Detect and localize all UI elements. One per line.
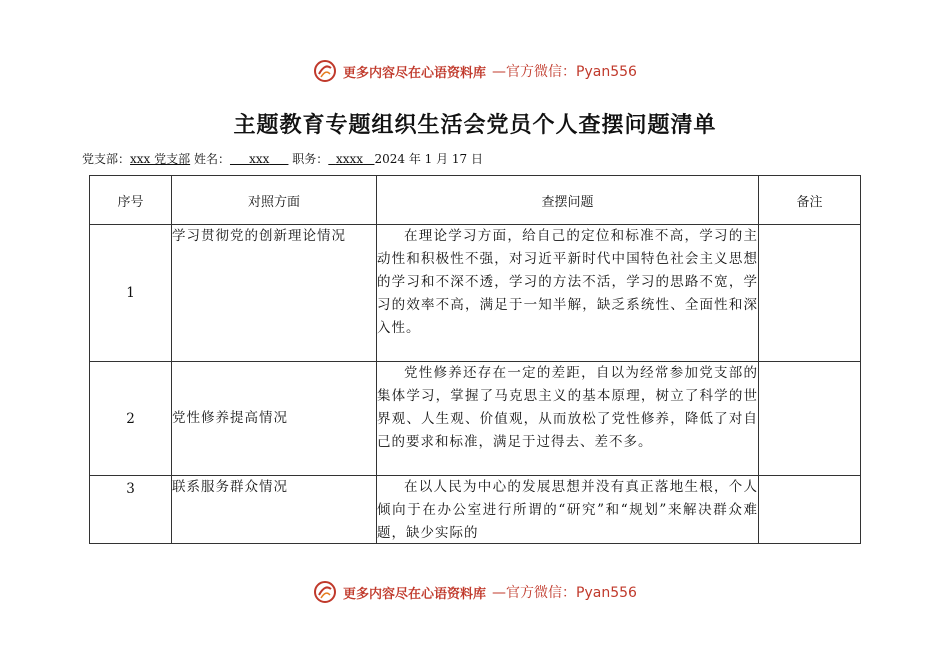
row-note bbox=[759, 225, 861, 362]
row-no: 2 bbox=[90, 362, 172, 476]
brand-logo-icon bbox=[313, 580, 337, 604]
header-issue: 查摆问题 bbox=[377, 176, 759, 225]
document-meta bbox=[82, 150, 483, 167]
row-note bbox=[759, 362, 861, 476]
header-no: 序号 bbox=[90, 176, 172, 225]
watermark-contact: —官方微信：Pyan556 bbox=[492, 64, 637, 80]
table-row bbox=[90, 362, 861, 476]
document-title: 主题教育专题组织生活会党员个人查摆问题清单 bbox=[233, 112, 717, 138]
row-issue: 在理论学习方面，给自己的定位和标准不高，学习的主动性和积极性不强，对习近平新时代中国特色社会主义思想的学习和不深不透，学习的方法不活，学习的思路不宽，学习的效率不高，满足于一知半解，缺乏系统性、全面性和深入性。 bbox=[377, 225, 759, 362]
branch-label: 党支部： bbox=[82, 152, 131, 166]
document-date: 2024 年 1 月 17 日 bbox=[374, 152, 483, 166]
watermark-brand: 更多内容尽在心语资料库 bbox=[343, 586, 487, 602]
name-label: 姓名： bbox=[193, 152, 230, 166]
header-note: 备注 bbox=[759, 176, 861, 225]
post-label: 职务： bbox=[292, 152, 329, 166]
row-aspect: 党性修养提高情况 bbox=[172, 362, 377, 476]
issue-table bbox=[89, 175, 861, 544]
row-aspect: 学习贯彻党的创新理论情况 bbox=[172, 225, 377, 362]
watermark-top bbox=[0, 59, 950, 83]
header-aspect: 对照方面 bbox=[172, 176, 377, 225]
name-value: xxx bbox=[249, 152, 270, 166]
row-note bbox=[759, 476, 861, 544]
row-issue bbox=[377, 476, 759, 544]
watermark-bottom bbox=[0, 580, 950, 604]
row-no: 3 bbox=[90, 476, 172, 544]
row-aspect: 联系服务群众情况 bbox=[172, 476, 377, 544]
table-row bbox=[90, 225, 861, 362]
post-value: xxxx bbox=[335, 152, 364, 166]
brand-logo-icon bbox=[313, 59, 337, 83]
row-issue-text: 在以人民为中心的发展思想并没有真正落地生根，个人倾向于在办公室进行所谓的“研究”和“规划”来解决群众难题，缺少实际的 bbox=[377, 479, 758, 541]
table-header-row bbox=[90, 176, 861, 225]
branch-value: xxx 党支部 bbox=[130, 152, 191, 166]
watermark-contact: —官方微信：Pyan556 bbox=[492, 585, 637, 601]
table-row bbox=[90, 476, 861, 544]
watermark-brand: 更多内容尽在心语资料库 bbox=[343, 65, 487, 81]
row-issue: 党性修养还存在一定的差距，自以为经常参加党支部的集体学习，掌握了马克思主义的基本原理，树立了科学的世界观、人生观、价值观，从而放松了党性修养，降低了对自己的要求和标准，满足于过得去、差不多。 bbox=[377, 362, 759, 476]
row-no: 1 bbox=[90, 225, 172, 362]
